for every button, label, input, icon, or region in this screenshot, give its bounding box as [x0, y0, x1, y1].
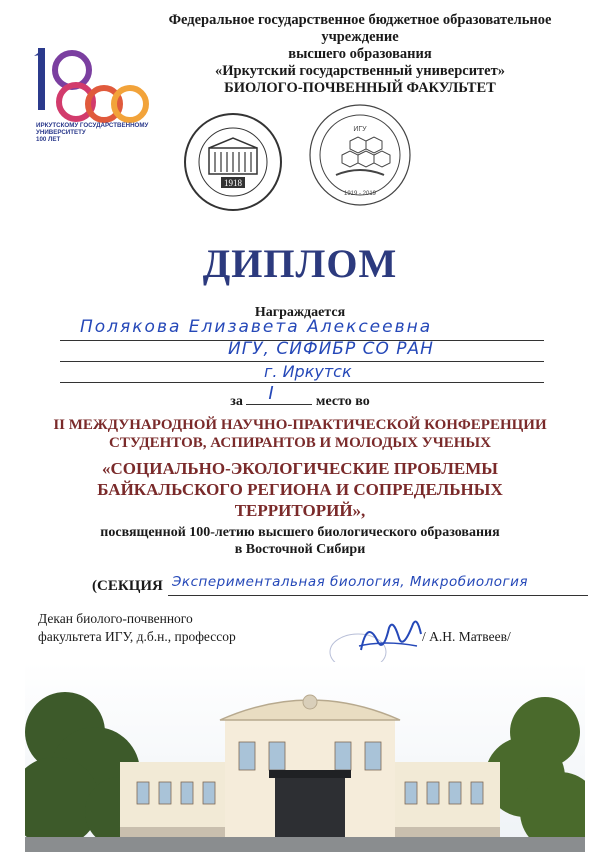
recipient-city: г. Иркутск [264, 362, 352, 381]
awarded-label: Награждается [254, 305, 346, 320]
dean-title: Декан биолого-почвенного факультета ИГУ, д.б.н., профессор [38, 611, 236, 644]
place-suffix: место во [315, 394, 370, 409]
city-underline [60, 382, 544, 383]
university-building-photo [25, 662, 585, 852]
section-label: (СЕКЦИЯ [92, 578, 163, 594]
place-row [0, 383, 600, 410]
svg-text:1919 - 2019: 1919 - 2019 [343, 191, 377, 197]
document-title: ДИПЛОМ [202, 241, 398, 286]
header-line-4: БИОЛОГО-ПОЧВЕННЫЙ ФАКУЛЬТЕТ [224, 80, 496, 96]
recipient-name: Полякова Елизавета Алексеевна [80, 317, 433, 337]
university-seal [183, 112, 283, 212]
place-prefix: за [230, 394, 243, 409]
place-value: I [268, 383, 274, 404]
recipient-organization: ИГУ, СИФИБР СО РАН [228, 339, 434, 359]
header-line-2: высшего образования [288, 46, 432, 62]
svg-text:ИГУ: ИГУ [353, 126, 367, 133]
dedication: посвященной 100-летию высшего биологического образования в Восточной Сибири [100, 525, 500, 557]
dean-name: / А.Н. Матвеев/ [422, 629, 511, 644]
anniversary-caption: ИРКУТСКОМУ ГОСУДАРСТВЕННОМУ УНИВЕРСИТЕТУ 100 ЛЕТ [36, 122, 149, 143]
faculty-seal [308, 103, 412, 207]
header-line-3: «Иркутский государственный университет» [215, 63, 505, 79]
section-underline [168, 595, 588, 596]
conference-name: «СОЦИАЛЬНО-ЭКОЛОГИЧЕСКИЕ ПРОБЛЕМЫ БАЙКАЛЬСКОГО РЕГИОНА И СОПРЕДЕЛЬНЫХ ТЕРРИТОРИЙ», [97, 459, 503, 520]
svg-text:1918: 1918 [224, 178, 242, 188]
conference-title: II МЕЖДУНАРОДНОЙ НАУЧНО-ПРАКТИЧЕСКОЙ КОНФЕРЕНЦИИ СТУДЕНТОВ, АСПИРАНТОВ И МОЛОДЫХ УЧЕНЫХ [53, 417, 547, 451]
section-value: Экспериментальная биология, Микробиология [172, 574, 528, 590]
header-line-1: Федеральное государственное бюджетное образовательное учреждение [168, 12, 552, 45]
header [130, 12, 590, 97]
